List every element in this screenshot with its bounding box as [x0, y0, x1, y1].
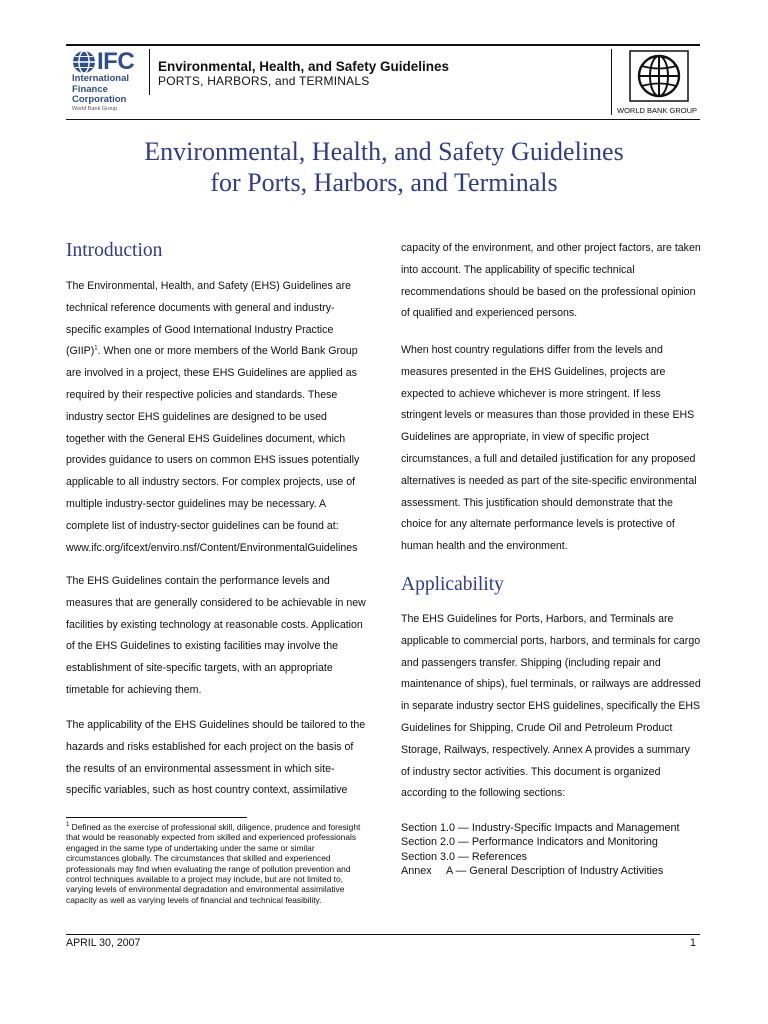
footnote: [66, 822, 366, 905]
ifc-logo: [72, 50, 148, 116]
world-bank-caption: WORLD BANK GROUP: [616, 106, 697, 115]
ifc-name-line: International: [72, 73, 130, 84]
intro-paragraph-2: The EHS Guidelines contain the performance levels and measures that are generally considered to be achievable in new facilities by existing technology at reasonable costs. Application of the EHS Guidelines to existing facilities may involve the establishment of site-specific targets, with an appropriate timetable for achieving them.: [66, 575, 366, 696]
page-number: 1: [690, 937, 696, 949]
footnote-reference[interactable]: 1: [94, 345, 98, 352]
section-outline: [401, 821, 701, 879]
header-bottom-rule: [66, 119, 700, 120]
introduction-heading: Introduction: [66, 240, 163, 261]
footer-rule: [66, 934, 700, 935]
footnote-text: Defined as the exercise of professional skill, diligence, prudence and foresight that would be reasonably expected from skilled and experienced professionals engaged in the same type of undertaking under the same or similar circumstances globally. The circumstances that skilled and experienced professionals may find when evaluating the range of pollution prevention and control techniques available to a project may include, but are not limited to, varying levels of environmental degradation and environmental assimilative capacity as well as varying levels of financial and technical feasibility.: [66, 822, 361, 905]
intro-p1-text: The Environmental, Health, and Safety (EHS) Guidelines are technical reference documents with general and industry-specific examples of Good International Industry Practice (GIIP): [66, 280, 351, 358]
outline-item: Annex A — General Description of Industry Activities: [401, 865, 664, 878]
ifc-acronym: IFC: [97, 48, 135, 75]
intro-paragraph-1: [66, 276, 366, 559]
applicability-heading: Applicability: [401, 574, 504, 595]
ifc-name-line: Corporation: [72, 94, 127, 105]
header-top-rule: [66, 44, 700, 46]
outline-item: Section 3.0 — References: [401, 850, 528, 863]
intro-p1-text-cont: . When one or more members of the World Bank Group are involved in a project, these EHS Guidelines are applied as required by their respective policies and standards. These industry sector EHS guidelines are designed to be used together with the General EHS Guidelines document, which provides guidance to users on common EHS issues potentially applicable to all industry sectors. For complex projects, use of multiple industry-sector guidelines may be necessary. A complete list of industry-sector guidelines can be found at: www.ifc.org/ifcext/enviro.nsf/Content/EnvironmentalGuidelines: [66, 345, 360, 554]
document-title-line: Environmental, Health, and Safety Guidelines: [144, 137, 624, 166]
outline-item: Section 1.0 — Industry-Specific Impacts and Management: [401, 822, 680, 834]
header-subtitle: PORTS, HARBORS, and TERMINALS: [158, 74, 370, 88]
header-title: Environmental, Health, and Safety Guidelines: [158, 59, 450, 74]
intro-paragraph-3-continued: capacity of the environment, and other project factors, are taken into account. The applicability of specific technical recommendations should be based on the professional opinion of qualified and experienced persons.: [401, 242, 701, 320]
document-title: [40, 136, 728, 198]
document-title-line: for Ports, Harbors, and Terminals: [210, 168, 558, 197]
intro-paragraph-3: The applicability of the EHS Guidelines should be tailored to the hazards and risks established for each project on the basis of the results of an environmental assessment in which site-specific variables, such as host country context, assimilative: [66, 719, 366, 797]
applicability-paragraph: The EHS Guidelines for Ports, Harbors, and Terminals are applicable to commercial ports, harbors, and terminals for cargo and passengers transfer. Shipping (including repair and maintenance of ships), fuel terminals, or railways are addressed in separate industry sector EHS guidelines, specifically the EHS Guidelines for Shipping, Crude Oil and Petroleum Product Storage, Railways, respectively. Annex A provides a summary of industry sector activities. This document is organized according to the following sections:: [401, 613, 701, 800]
ifc-subtext: World Bank Group: [72, 105, 118, 112]
footnote-rule: [66, 817, 247, 818]
header-divider: [149, 49, 150, 95]
outline-item: Section 2.0 — Performance Indicators and Monitoring: [401, 836, 658, 849]
globe-icon: [72, 50, 96, 74]
ifc-name-line: Finance: [72, 83, 108, 95]
world-bank-globe-icon: [628, 49, 690, 103]
intro-paragraph-4: When host country regulations differ from the levels and measures presented in the EHS Guidelines, projects are expected to achieve whichever is more stringent. If less stringent levels or measures than those provided in these EHS Guidelines are appropriate, in view of specific project circumstances, a full and detailed justification for any proposed alternatives is needed as part of the site-specific environmental assessment. This justification should demonstrate that the choice for any alternate performance levels is protective of human health and the environment.: [401, 344, 697, 553]
footer-date: APRIL 30, 2007: [66, 937, 141, 949]
footnote-marker: 1: [66, 822, 70, 829]
